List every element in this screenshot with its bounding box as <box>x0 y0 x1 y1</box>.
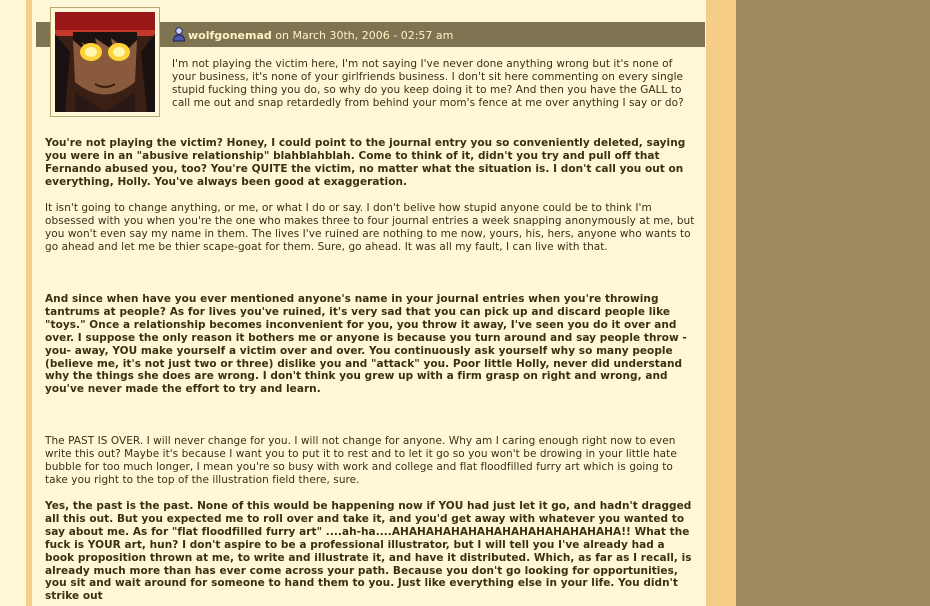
journal-comment <box>32 0 706 606</box>
column-border-right <box>706 0 736 606</box>
comment-byline <box>188 29 453 43</box>
avatar[interactable] <box>50 7 160 117</box>
quoted-reply-paragraph-3: Yes, the past is the past. None of this would be happening now if YOU had just let it go, and hadn't dragged all this out. But you expected me to roll over and take it, and you'd get away with whatever you wanted to say about me. As for "flat floodfilled furry art" ....ah-ha....AHAHAHAHAHAHAHAHAHAHAHAHAHA!! What the fuck is YOUR art, hun? I don't aspire to be a professional illustrator, but I will tell you I've already had a book proposition thrown at me, to write and illustrate it, and have it distributed. Which, as far as I recall, is already much more than has ever come across your path. Because you don't go looking for opportunities, you sit and wait around for someone to hand them to you. Just like everything else in your life. You didn't strike out <box>45 500 692 603</box>
left-margin <box>0 0 26 606</box>
quoted-reply-paragraph-1: You're not playing the victim? Honey, I could point to the journal entry you so conveniently deleted, saying you were in an "abusive relationship" blahblahblah. Come to think of it, didn't you try and pull off that Fernando abused you, too? You're QUITE the victim, no matter what the situation is. I don't call you out on everything, Holly. You've always been good at exaggeration. <box>45 137 686 188</box>
anime-avatar-glowing-eyes-icon <box>55 12 155 112</box>
comment-paragraph-2: It isn't going to change anything, or me, or what I do or say. I don't belive how stupid anyone could be to think I'm obsessed with you when you're the one who makes three to four journal entries a week snapping anonymously at me, but you won't even say my name in them. The lives I've ruined are nothing to me now, yours, his, hers, anyone who wants to go ahead and let me be thier scape-goat for them. Sure, go ahead. It was all my fault, I can live with that. <box>45 202 695 253</box>
comment-paragraph-1: I'm not playing the victim here, I'm not saying I've never done anything wrong but it's none of your business, it's none of your girlfriends business. I don't sit here commenting on every single stupid fucking thing you do, so why do you keep doing it to me? And then you have the GALL to call me out and snap retardedly from behind your mom's fence at me over anything I say or do? <box>172 58 684 109</box>
author-link[interactable]: wolfgonemad <box>188 29 272 42</box>
comment-paragraph-3: The PAST IS OVER. I will never change for you. I will not change for anyone. Why am I caring enough right now to even write this out? Maybe it's because I want you to put it to rest and to let it go so you won't be drowing in your little hate bubble for too much longer, I mean you're so busy with work and college and flat floodfilled furry art which is going to take you right to the top of the illustration field there, sure. <box>45 435 677 486</box>
user-icon <box>172 27 186 42</box>
post-date: on March 30th, 2006 - 02:57 am <box>271 29 454 42</box>
quoted-reply-paragraph-2: And since when have you ever mentioned anyone's name in your journal entries when you're throwing tantrums at people? As for lives you've ruined, it's very sad that you can pick up and discard people like "toys." Once a relationship becomes inconvenient for you, you throw it away, I've seen you do it over and over. I suppose the only reason it bothers me or anyone is because you turn around and say people throw -you- away, YOU make yourself a victim over and over. You continuously ask yourself why so many people (believe me, it's not just two or three) dislike you and "attack" you. Poor little Holly, never did understand why the things she does are wrong. I don't think you grew up with a firm grasp on right and wrong, and you've never made the effort to try and learn. <box>45 293 687 396</box>
